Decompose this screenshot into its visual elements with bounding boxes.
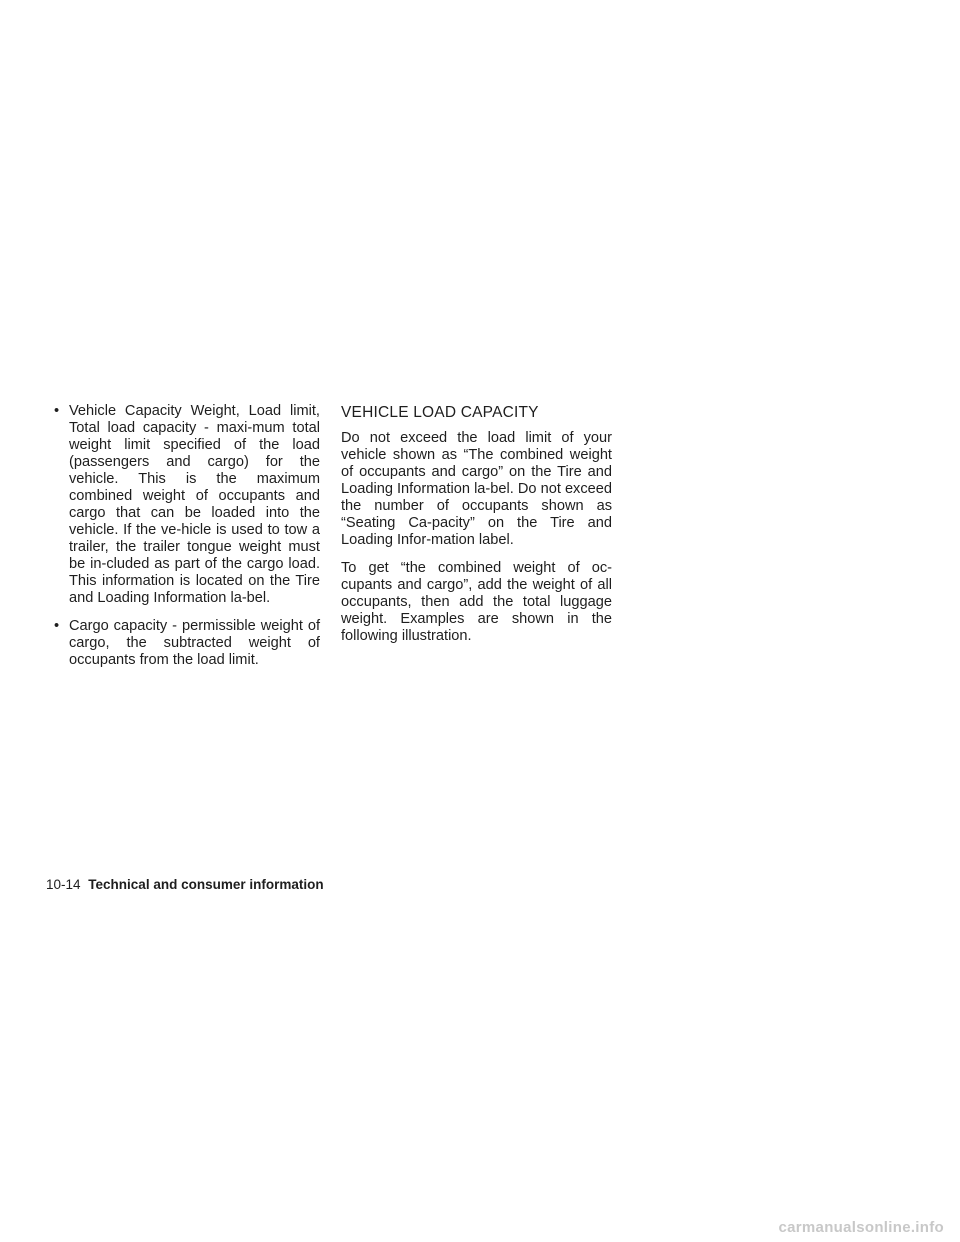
paragraph-load-limit: Do not exceed the load limit of your vehicle shown as “The combined weight of occupants and cargo” on the Tire and Loading Information la-bel. Do not exceed the number of occupants shown as “Seating Ca-pacity” on the Tire and Loading Infor-mation label. [341, 430, 612, 548]
right-column [341, 403, 612, 656]
bullet-cargo-capacity [50, 618, 320, 669]
bullet-text: Vehicle Capacity Weight, Load limit, Total load capacity - maxi-mum total weight limit specified of the load (passengers and cargo) for the vehicle. This is the maximum combined weight of occupants and cargo that can be loaded into the vehicle. If the ve-hicle is used to tow a trailer, the trailer tongue weight must be in-cluded as part of the cargo load. This information is located on the Tire and Loading Information la-bel. [69, 403, 320, 606]
bullet-marker: • [54, 618, 60, 634]
paragraph-combined-weight: To get “the combined weight of oc-cupants and cargo”, add the weight of all occupants, then add the total luggage weight. Examples are shown in the following illustration. [341, 560, 612, 644]
left-column [50, 403, 320, 680]
bullet-text: Cargo capacity - permissible weight of cargo, the subtracted weight of occupants from the load limit. [69, 618, 320, 668]
bullet-marker: • [54, 403, 60, 419]
page-footer [46, 876, 324, 893]
page-number: 10-14 [46, 877, 81, 892]
bullet-vehicle-capacity-weight [50, 403, 320, 607]
section-heading: VEHICLE LOAD CAPACITY [341, 404, 539, 421]
watermark: carmanualsonline.info [778, 1219, 944, 1236]
footer-section-title: Technical and consumer information [88, 877, 324, 892]
